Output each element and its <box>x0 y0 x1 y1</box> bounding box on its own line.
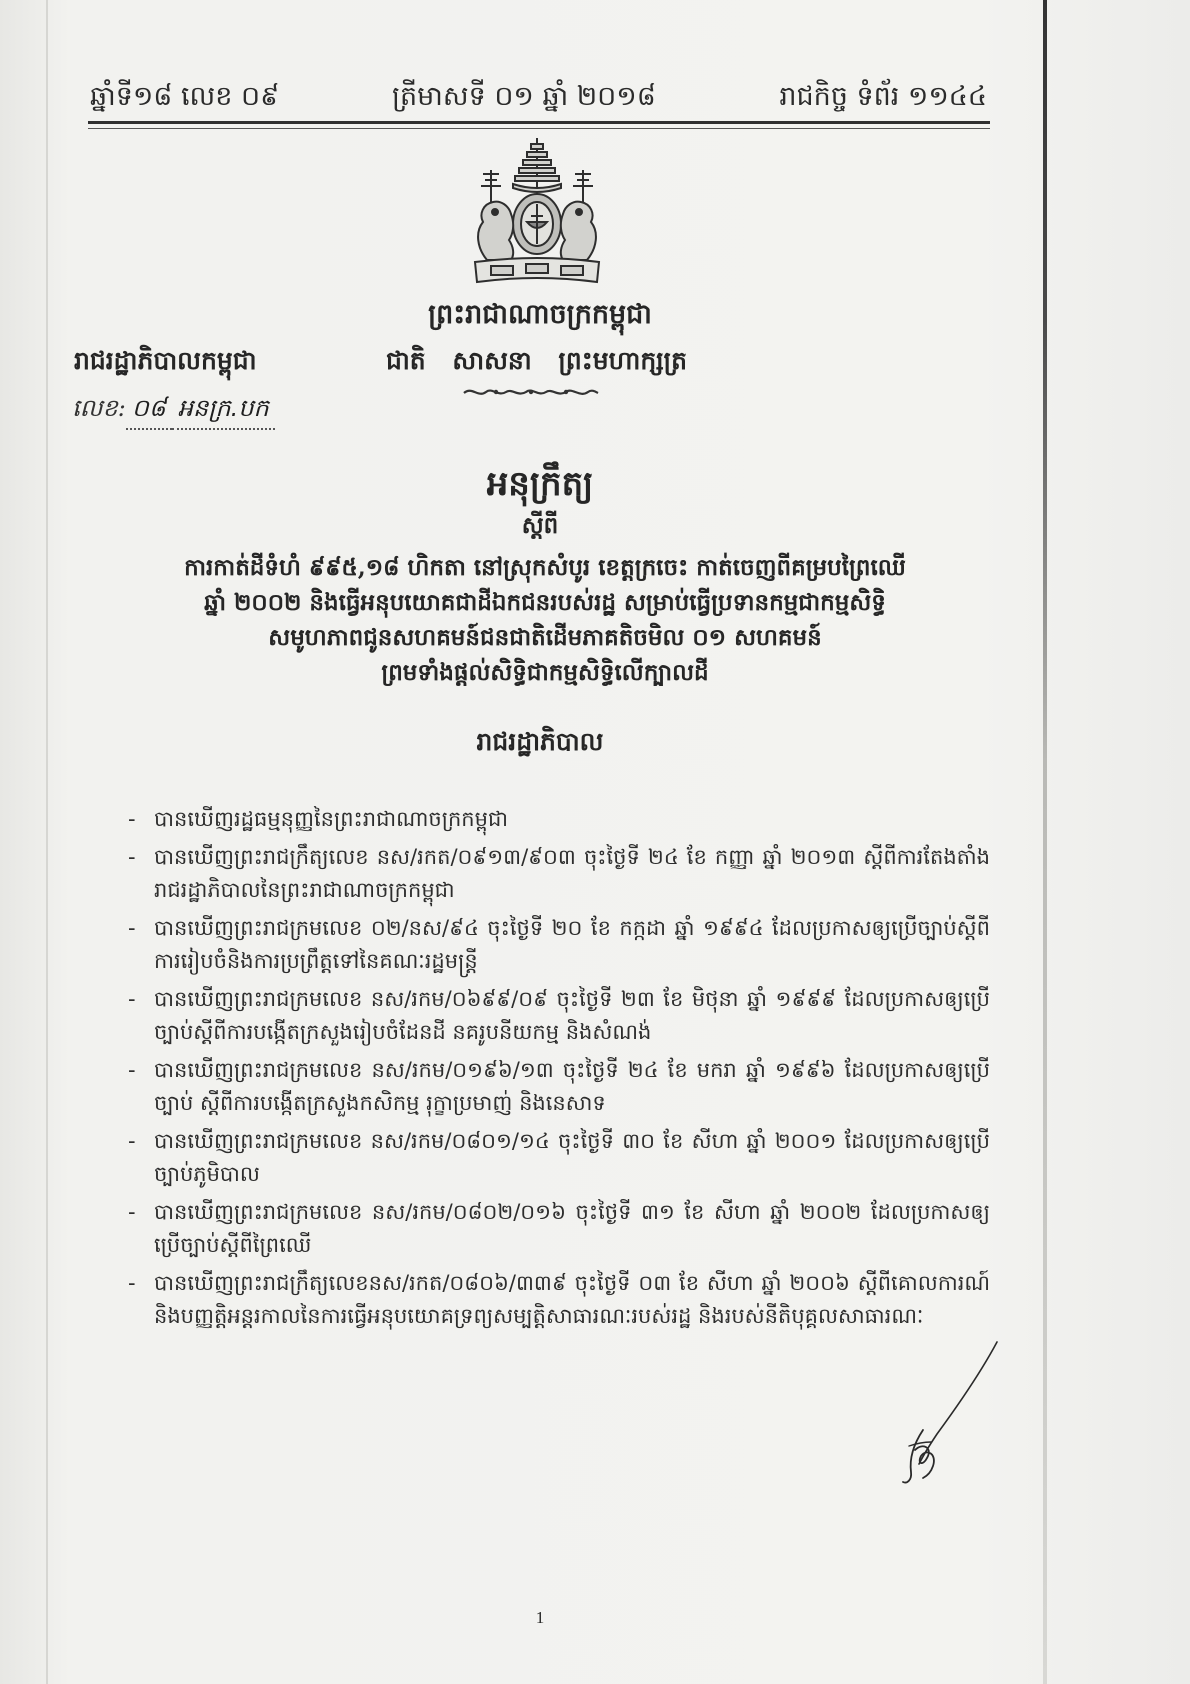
citation-item <box>126 1125 990 1191</box>
citation-list <box>126 803 990 1338</box>
reference-prefix: លេខ: <box>72 394 126 422</box>
citation-text: បានឃើញរដ្ឋធម្មនុញ្ញនៃព្រះរាជាណាចក្រកម្ពុជា <box>154 807 508 831</box>
bullet-dash: - <box>128 845 136 869</box>
citation-item <box>126 983 990 1049</box>
subject-line: ឆ្នាំ ២០០២ និងធ្វើអនុបយោគជាដីឯកជនរបស់រដ្ឋ សម្រាប់ធ្វើប្រទានកម្មជាកម្មសិទ្ធិ <box>204 589 886 616</box>
ornamental-flourish-icon <box>462 384 600 400</box>
kingdom-name: ព្រះរាជាណាចក្រកម្ពុជា <box>428 299 652 330</box>
citation-item <box>126 1267 990 1333</box>
subject-line: ការកាត់ដីទំហំ ៩៩៥,១៨ ហិកតា នៅស្រុកសំបូរ ខេត្តក្រចេះ កាត់ចេញពីគម្របព្រៃឈើ <box>184 554 906 581</box>
scan-edge-right <box>1043 0 1047 1684</box>
gazette-quarter: ត្រីមាសទី ០១ ឆ្នាំ ២០១៨ <box>392 81 656 112</box>
national-motto: ជាតិ សាសនា ព្រះមហាក្សត្រ <box>386 346 687 375</box>
document-title: អនុក្រឹត្យ <box>486 464 594 504</box>
citation-item <box>126 841 990 907</box>
decree-reference-number <box>72 393 275 430</box>
page-number: 1 <box>535 1608 545 1627</box>
government-label: រាជរដ្ឋាភិបាលកម្ពុជា <box>74 346 257 375</box>
bullet-dash: - <box>128 1200 136 1224</box>
citation-item <box>126 912 990 978</box>
citation-item <box>126 1054 990 1120</box>
citation-text: បានឃើញព្រះរាជក្រមលេខ នស/រកម/០៦៩៩/០៩ ចុះថ្ងៃទី ២៣ ខែ មិថុនា ឆ្នាំ ១៩៩៩ ដែលប្រកាសឲ្យប្រើច្បាប់ស្តីពីការបង្កើតក្រសួងរៀបចំដែនដី នគរូបនីយកម្ម និងសំណង់ <box>154 987 990 1044</box>
citation-item <box>126 803 990 836</box>
scan-edge-left <box>46 0 48 1684</box>
citation-text: បានឃើញព្រះរាជក្រឹត្យលេខ នស/រកត/០៩១៣/៩០៣ ចុះថ្ងៃទី ២៤ ខែ កញ្ញា ឆ្នាំ ២០១៣ ស្តីពីការតែងតាំងរាជរដ្ឋាភិបាលនៃព្រះរាជាណាចក្រកម្ពុជា <box>154 845 990 902</box>
handwritten-signature <box>893 1338 1005 1486</box>
royal-coat-of-arms-icon <box>457 136 617 288</box>
document-about: ស្តីពី <box>521 512 559 539</box>
citation-text: បានឃើញព្រះរាជក្រមលេខ នស/រកម/០៨០២/០១៦ ចុះថ្ងៃទី ៣១ ខែ សីហា ឆ្នាំ ២០០២ ដែលប្រកាសឲ្យប្រើច្បាប់ស្តីពីព្រៃឈើ <box>154 1200 990 1257</box>
citation-text: បានឃើញព្រះរាជក្រមលេខ នស/រកម/០៨០១/១៤ ចុះថ្ងៃទី ៣០ ខែ សីហា ឆ្នាំ ២០០១ ដែលប្រកាសឲ្យប្រើច្បាប់ភូមិបាល <box>154 1129 990 1186</box>
citation-text: បានឃើញព្រះរាជក្រមលេខ នស/រកម/០១៩៦/១៣ ចុះថ្ងៃទី ២៤ ខែ មករា ឆ្នាំ ១៩៩៦ ដែលប្រកាសឲ្យប្រើច្បាប់ ស្តីពីការបង្កើតក្រសួងកសិកម្ម រុក្ខាប្រមាញ់ និងនេសាទ <box>154 1058 990 1115</box>
citation-item <box>126 1196 990 1262</box>
reference-number: ០៨ <box>126 393 172 430</box>
subject-line: សមូហភាពជូនសហគមន៍ជនជាតិដើមភាគតិចមិល ០១ សហគមន៍ <box>268 624 822 651</box>
header-rule <box>88 121 990 124</box>
citation-text: បានឃើញព្រះរាជក្រឹត្យលេខនស/រកត/០៨០៦/៣៣៩ ចុះថ្ងៃទី ០៣ ខែ សីហា ឆ្នាំ ២០០៦ ស្តីពីគោលការណ៍និងបញ្ញត្តិអន្តរកាលនៃការធ្វើអនុបយោគទ្រព្យសម្បត្តិសាធារណៈរបស់រដ្ឋ និងរបស់នីតិបុគ្គលសាធារណៈ <box>154 1271 990 1328</box>
bullet-dash: - <box>128 1271 136 1295</box>
bullet-dash: - <box>128 916 136 940</box>
document-subject <box>120 550 970 690</box>
issuing-authority: រាជរដ្ឋាភិបាល <box>476 727 604 756</box>
reference-code: អនក្រ.បក <box>172 393 275 430</box>
gazette-page-ref: រាជកិច្ច ទំព័រ ១១៤៤ <box>779 81 987 112</box>
header-rule-thin <box>88 128 990 129</box>
citation-text: បានឃើញព្រះរាជក្រមលេខ ០២/នស/៩៤ ចុះថ្ងៃទី ២០ ខែ កក្កដា ឆ្នាំ ១៩៩៤ ដែលប្រកាសឲ្យប្រើច្បាប់ស្តីពីការរៀបចំនិងការប្រព្រឹត្តទៅនៃគណៈរដ្ឋមន្ត្រី <box>154 916 990 973</box>
subject-line: ព្រមទាំងផ្តល់សិទ្ធិជាកម្មសិទ្ធិលើក្បាលដី <box>381 659 709 686</box>
bullet-dash: - <box>128 1058 136 1082</box>
gazette-year-issue: ឆ្នាំទី១៨ លេខ ០៩ <box>90 81 280 112</box>
bullet-dash: - <box>128 807 136 831</box>
bullet-dash: - <box>128 1129 136 1153</box>
bullet-dash: - <box>128 987 136 1011</box>
